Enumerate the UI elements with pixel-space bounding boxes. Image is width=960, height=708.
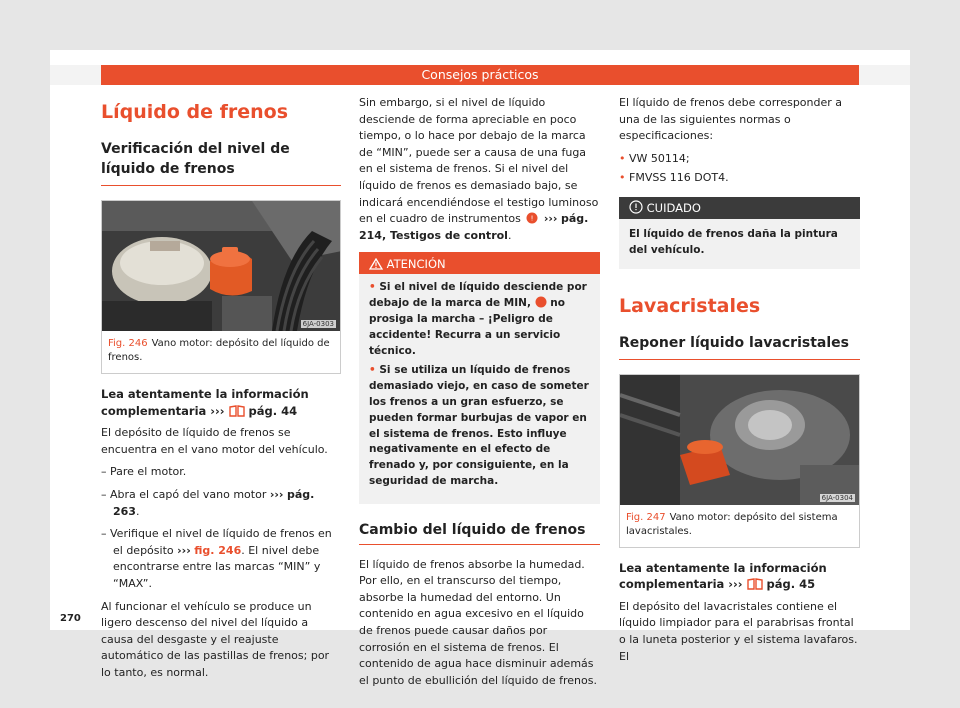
manual-book-icon: [229, 405, 245, 417]
dash: –: [101, 527, 107, 541]
engine-photo-washer-reservoir: [620, 375, 859, 505]
figure-caption: [620, 505, 859, 547]
lead-arrow: ›››: [728, 577, 743, 592]
warning-item-text: Si se utiliza un líquido de frenos demasiado viejo, en caso de someter los frenos a un gran esfuerzo, se pueden formar burbujas de vapor en el sistema de frenos. Esto influye negativamente en el efecto de frenado y, por consiguiente, en la seguridad de marcha.: [369, 364, 589, 487]
norm-text: FMVSS 116 DOT4.: [629, 171, 729, 185]
warning-body: [359, 274, 600, 503]
brake-warning-icon: [524, 212, 540, 224]
subsection-title-verificacion: Verificación del nivel de líquido de frenos: [101, 139, 341, 186]
figure-247: [619, 374, 860, 548]
figure-caption-text: Vano motor: depósito del líquido de frenos.: [108, 338, 330, 363]
subsection-title-cambio: Cambio del líquido de frenos: [359, 522, 600, 545]
warning-item-tail: no prosiga la marcha – ¡Peligro de accidente! Recurra a un servicio técnico.: [369, 297, 565, 357]
page-263-link[interactable]: pág. 263: [113, 487, 315, 518]
lead-info: [101, 386, 341, 419]
figure-code: 6JA-0303: [302, 320, 334, 328]
lead-text: Lea atentamente la información complementaria: [101, 387, 309, 418]
brake-reservoir-illustration: [102, 201, 340, 331]
figure-caption-text: Vano motor: depósito del sistema lavacristales.: [626, 511, 838, 537]
left-paragraph: Al funcionar el vehículo se produce un ligero descenso del nivel del líquido a causa del desgaste y el reajuste automático de las pastillas de frenos; por lo tanto, es normal.: [101, 599, 330, 679]
caution-header: [619, 197, 860, 219]
fig-246-link[interactable]: fig. 246: [194, 543, 242, 557]
step-tail: . El nivel debe encontrarse entre las marcas “MIN” y “MAX”.: [113, 543, 321, 590]
section-title-lavacristales: Lavacristales: [619, 294, 761, 317]
caution-title: CUIDADO: [646, 200, 701, 215]
figure-number: Fig. 247: [626, 511, 666, 523]
figure-number: Fig. 246: [108, 338, 148, 349]
subsection-title-reponer: Reponer líquido lavacristales: [619, 333, 860, 360]
norms-intro: El líquido de frenos debe corresponder a una de las siguientes normas o especificaciones:: [619, 96, 843, 143]
left-column: [101, 95, 341, 688]
caution-body: El líquido de frenos daña la pintura del vehículo.: [629, 227, 838, 256]
testigos-link[interactable]: pág. 214, Testigos de control: [359, 212, 589, 242]
warning-item-text: Si el nivel de líquido desciende por debajo de la marca de MIN,: [369, 281, 587, 310]
lead-page-link[interactable]: pág. 44: [248, 403, 298, 418]
step-2: [101, 487, 341, 520]
middle-column: [359, 95, 600, 695]
dash: –: [101, 487, 107, 501]
lead-page-link[interactable]: pág. 45: [766, 577, 816, 592]
step-text: Verifique el nivel de líquido de frenos en el depósito: [110, 527, 332, 557]
step-text: Pare el motor.: [110, 465, 187, 479]
engine-photo-brake-reservoir: [102, 201, 340, 331]
bullet: •: [619, 151, 626, 165]
warning-box-atencion: [359, 252, 600, 503]
bullet: •: [369, 364, 376, 377]
page-number: 270: [60, 613, 81, 624]
bullet: •: [369, 281, 376, 294]
right-paragraph: El depósito del lavacristales contiene el líquido limpiador para el parabrisas frontal o la luneta posterior y el sistema lavafaros. El: [619, 599, 858, 663]
figure-246: [101, 200, 341, 374]
norm-text: VW 50114;: [629, 151, 690, 165]
svg-text:!: !: [530, 214, 534, 223]
lead-text: Lea atentamente la información complementaria: [619, 560, 827, 592]
washer-reservoir-illustration: [620, 375, 859, 505]
middle-paragraph: [359, 95, 600, 244]
step-3: [101, 526, 341, 592]
lead-arrow: ›››: [210, 403, 225, 418]
caution-box-cuidado: [619, 197, 860, 269]
step-text: Abra el capó del vano motor: [110, 487, 267, 501]
manual-book-icon: [747, 578, 763, 590]
warning-item-1: [369, 280, 590, 359]
figure-caption: [102, 331, 340, 373]
lead-info: [619, 560, 860, 593]
ref-arrow: ›››: [543, 212, 558, 226]
norm-item: [619, 170, 860, 187]
brake-warning-icon: [535, 296, 547, 308]
info-circle-icon: [629, 200, 643, 214]
text-tail: .: [507, 228, 512, 242]
warning-header: [359, 254, 600, 274]
warning-triangle-icon: [369, 258, 383, 270]
right-column: [619, 95, 860, 671]
ref-arrow: ›››: [177, 543, 191, 557]
figure-code: 6JA-0304: [821, 493, 853, 502]
step-1: [101, 464, 341, 481]
warning-title: ATENCIÓN: [386, 257, 446, 272]
page-header: Consejos prácticos: [101, 65, 859, 85]
section-title-liquido-frenos: Líquido de frenos: [101, 101, 289, 123]
dash: –: [101, 465, 107, 479]
step-tail: .: [135, 504, 140, 518]
middle-text: Sin embargo, si el nivel de líquido desciende de forma apreciable en poco tiempo, o lo hace por debajo de la marca de “MIN”, puede ser a causa de una fuga en el sistema de frenos. Si el nivel del líquido de frenos es demasiado bajo, se indicará encendiéndose el testigo luminoso en el cuadro de instrumentos: [359, 96, 599, 226]
cambio-paragraph: El líquido de frenos absorbe la humedad. Por ello, en el transcurso del tiempo, absorbe la humedad del entorno. Un contenido en agua excesivo en el líquido de frenos puede causar daños por corrosión en el sistema de frenos. El contenido de agua hace disminuir además el punto de ebullición del líquido de frenos.: [359, 557, 597, 687]
ref-arrow: ›››: [269, 487, 284, 501]
intro-paragraph: El depósito de líquido de frenos se encuentra en el vano motor del vehículo.: [101, 426, 328, 456]
warning-item-2: [369, 363, 590, 489]
bullet: •: [619, 171, 626, 185]
norm-item: [619, 151, 860, 168]
